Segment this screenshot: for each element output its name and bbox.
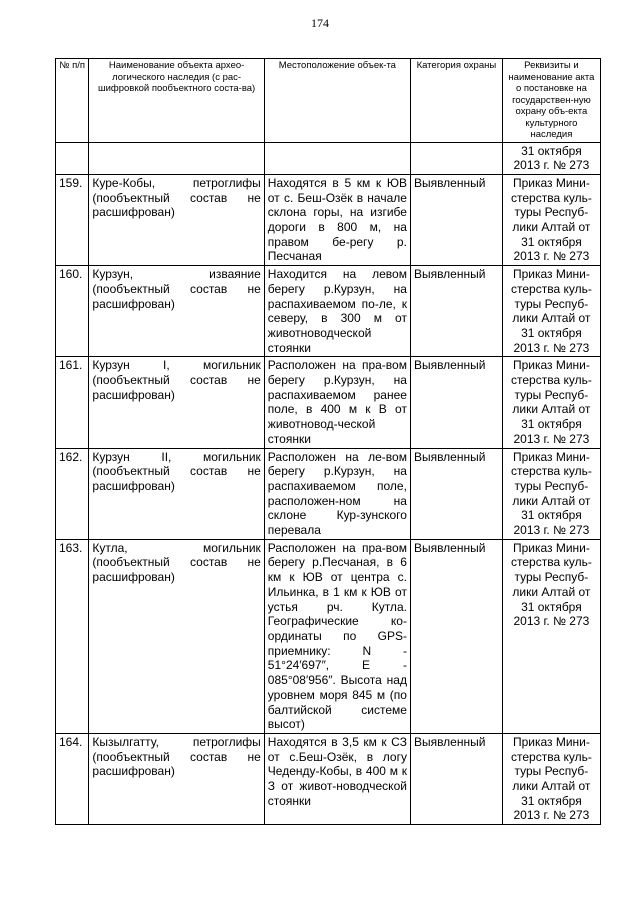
heritage-table [55,58,601,825]
req-line: лики Алтай от [512,402,591,417]
object-location: Расположен на пра-вом берегу р.Песчаная, в 6 км к ЮВ от центра с. Ильинка, в 1 км к ЮВ от устья рч. Кутла. Географические ко-ординаты по GPS-приемнику: N - 51°24′697″, E - 085°08′956″. Высота над уровнем моря 845 м (по балтийской системе высот) [264,539,410,733]
req-line: Приказ Мини- [512,734,590,749]
req-line: Приказ Мини- [512,540,590,555]
req-line: стерства куль- [511,373,592,388]
object-location: Находятся в 3,5 км к СЗ от с.Беш-Озёк, в логу Чеденду-Кобы, в 400 м к З от живот-новодческой стоянки [264,733,410,824]
object-name: Курзун, изваяние (пообъектный состав не расшифрован) [89,266,264,357]
req-line: туры Респуб- [514,570,589,585]
protection-category: Выявленный [410,539,502,733]
req-line: стерства куль- [511,464,592,479]
continuation-category [410,142,502,174]
object-location: Расположен на ле-вом берегу р.Курзун, на распахиваемом поле, расположен-ном на склоне Кур-зунского перевала [264,448,410,539]
req-line: 2013 г. № 273 [513,431,590,446]
object-location: Находятся в 5 км к ЮВ от с. Беш-Озёк в начале склона горы, на изгибе дороги в 800 м, на правом бе-регу р. Песчаная [264,174,410,265]
req-line: 2013 г. № 273 [513,340,590,355]
requisites [502,539,600,733]
req-line: 2013 г. № 273 [513,249,590,264]
req-line: 31 октября [521,599,582,614]
object-location: Находится на левом берегу р.Курзун, на распахиваемом по-ле, к северу, в 300 м от животноводческой стоянки [264,266,410,357]
table-row [56,733,601,824]
req-line: Приказ Мини- [512,175,590,190]
row-number: 161. [56,357,89,448]
continuation-location [264,142,410,174]
req-line: туры Респуб- [514,764,589,779]
row-number: 160. [56,266,89,357]
row-number: 164. [56,733,89,824]
object-name: Курзун I, могильник (пообъектный состав не расшифрован) [89,357,264,448]
protection-category: Выявленный [410,174,502,265]
req-line: Приказ Мини- [512,449,590,464]
req-line: 31 октября [521,508,582,523]
req-line: туры Респуб- [514,387,589,402]
continuation-row [56,142,601,174]
req-line: 31 октября [521,417,582,432]
req-line: стерства куль- [511,281,592,296]
object-location: Расположен на пра-вом берегу р.Курзун, на распахиваемом ранее поле, в 400 м к В от животновод-ческой стоянки [264,357,410,448]
table-row [56,539,601,733]
req-line: 2013 г. № 273 [513,158,590,173]
req-line: стерства куль- [511,190,592,205]
requisites [502,448,600,539]
req-line: 31 октября [521,234,582,249]
protection-category: Выявленный [410,733,502,824]
continuation-name [89,142,264,174]
req-line: 31 октября [521,793,582,808]
object-name: Курзун II, могильник (пообъектный состав не расшифрован) [89,448,264,539]
req-line: туры Респуб- [514,478,589,493]
table-row [56,266,601,357]
row-number: 159. [56,174,89,265]
protection-category: Выявленный [410,357,502,448]
req-line: 2013 г. № 273 [513,523,590,538]
req-line: туры Респуб- [514,296,589,311]
req-line: Приказ Мини- [512,267,590,282]
req-line: 2013 г. № 273 [513,808,590,823]
req-line: 2013 г. № 273 [513,614,590,629]
req-line: лики Алтай от [512,584,591,599]
req-line: туры Респуб- [514,205,589,220]
req-line: 31 октября [521,325,582,340]
table-header-row [56,59,601,143]
header-name: Наименование объекта архео-логического наследия (с рас-шифровкой пообъектного соста-ва) [89,59,264,143]
req-line: лики Алтай от [512,311,591,326]
requisites [502,266,600,357]
req-line: 31 октября [521,143,582,158]
object-name: Куре-Кобы, петроглифы (пообъектный состав не расшифрован) [89,174,264,265]
object-name: Кызылгатту, петроглифы (пообъектный состав не расшифрован) [89,733,264,824]
requisites [502,357,600,448]
protection-category: Выявленный [410,448,502,539]
header-category: Категория охраны [410,59,502,143]
req-line: лики Алтай от [512,220,591,235]
table-row [56,357,601,448]
requisites [502,733,600,824]
table-row [56,448,601,539]
req-line: стерства куль- [511,749,592,764]
continuation-requisites [502,142,600,174]
req-line: лики Алтай от [512,493,591,508]
req-line: Приказ Мини- [512,358,590,373]
continuation-num [56,142,89,174]
header-num: № п/п [56,59,89,143]
req-line: лики Алтай от [512,779,591,794]
requisites [502,174,600,265]
header-requisites: Реквизиты и наименование акта о постановке на государствен-ную охрану объ-екта культурного наследия [502,59,600,143]
object-name: Кутла, могильник (пообъектный состав не расшифрован) [89,539,264,733]
header-location: Местоположение объек-та [264,59,410,143]
table-row [56,174,601,265]
row-number: 162. [56,448,89,539]
req-line: стерства куль- [511,555,592,570]
page-number: 174 [311,16,329,30]
row-number: 163. [56,539,89,733]
protection-category: Выявленный [410,266,502,357]
